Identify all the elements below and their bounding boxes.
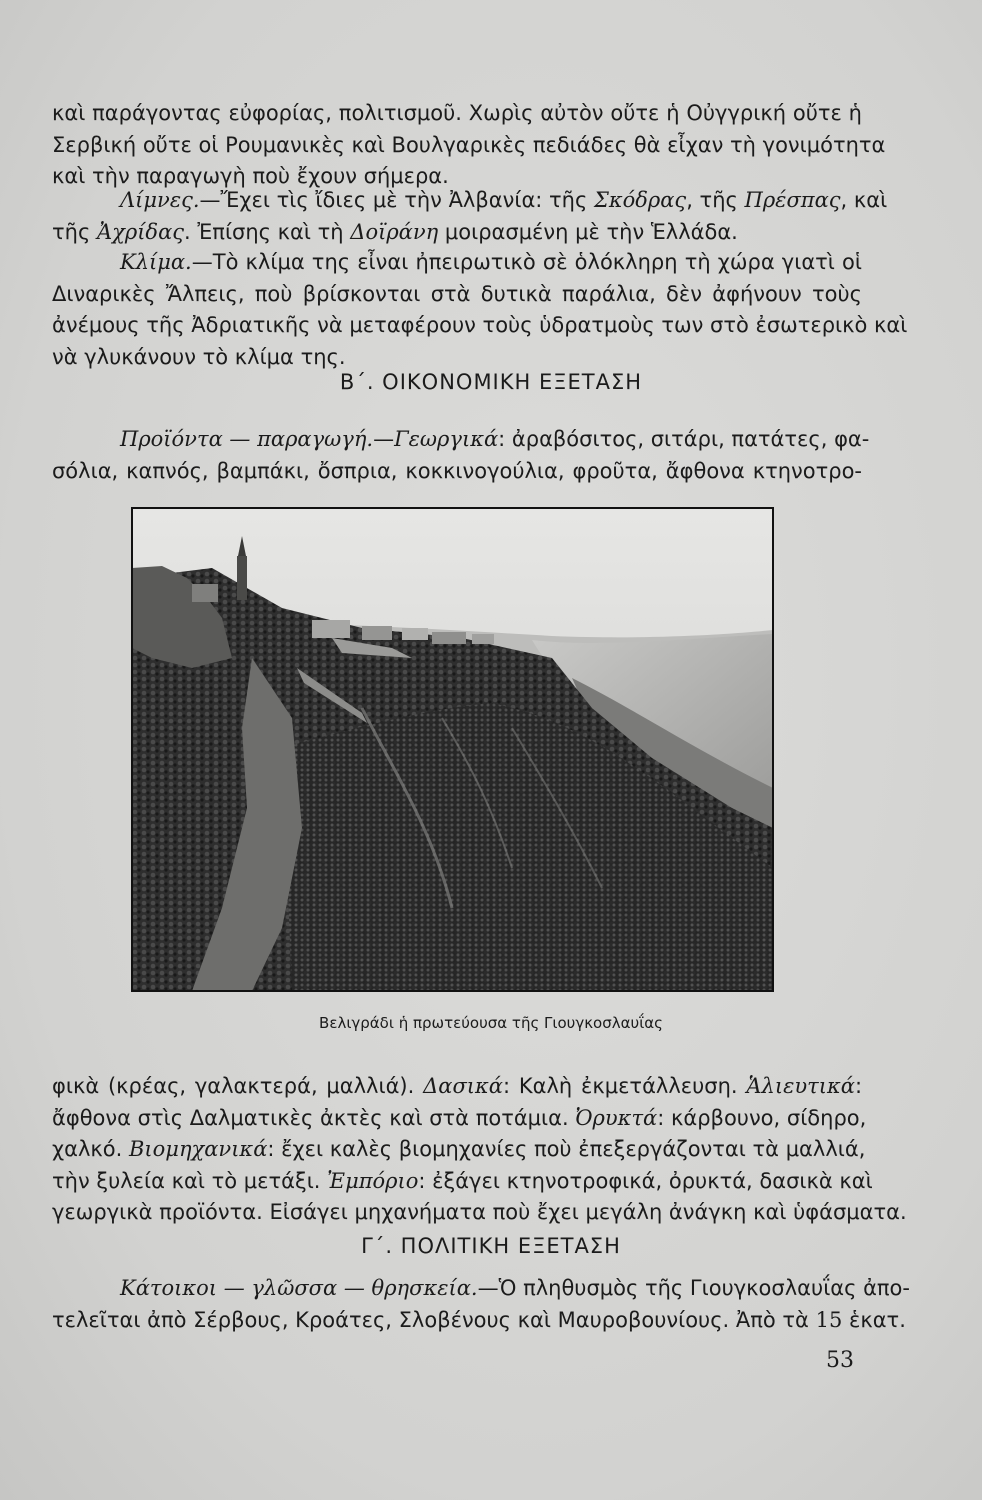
term-inhabitants: Κάτοικοι — γλῶσσα — θρησκεία. — [120, 1276, 478, 1300]
text-line: σόλια, καπνός, βαμπάκι, ὄσπρια, κοκκινογούλια, φροῦτα, ἄφθονα κτηνοτρο- — [52, 458, 862, 483]
text-line: φικὰ (κρέας, γαλακτερά, μαλλιά). Δασικά: Καλὴ ἐκμετάλλευση. Ἁλιευτικά: — [52, 1074, 863, 1098]
photo-belgrade-illustration — [132, 508, 773, 991]
page-number: 53 — [826, 1348, 854, 1373]
paragraph-lakes — [52, 185, 888, 248]
text-line: Λίμνες.—Ἔχει τὶς ἴδιες μὲ τὴν Ἀλβανία: τῆς Σκόδρας, τῆς Πρέσπας, καὶ — [120, 188, 888, 212]
text-line: Σερβική οὔτε οἱ Ρουμανικὲς καὶ Βουλγαρικὲς πεδιάδες θὰ εἶχαν τὴ γονιμότητα — [52, 132, 886, 157]
text-line: γεωργικὰ προϊόντα. Εἰσάγει μηχανήματα ποὺ ἔχει μεγάλη ἀνάγκη καὶ ὑφάσματα. — [52, 1200, 907, 1224]
text-line: Κάτοικοι — γλῶσσα — θρησκεία.—Ὁ πληθυσμὸς τῆς Γιουγκοσλαυΐας ἀπο- — [120, 1276, 910, 1300]
paragraph-products — [52, 424, 870, 487]
paragraph-economy-continued — [52, 1071, 907, 1229]
text-line: καὶ τὴν παραγωγὴ ποὺ ἔχουν σήμερα. — [52, 164, 449, 188]
text-line: Προϊόντα — παραγωγή.—Γεωργικά: ἀραβόσιτος, σιτάρι, πατάτες, φα- — [120, 427, 870, 451]
text-line: Διναρικὲς Ἄλπεις, ποὺ βρίσκονται στὰ δυτικὰ παράλια, δὲν ἀφήνουν τοὺς — [52, 281, 862, 306]
text-line: τὴν ξυλεία καὶ τὸ μετάξι. Ἐμπόριο: ἐξάγει κτηνοτροφικά, ὀρυκτά, δασικὰ καὶ — [52, 1168, 873, 1193]
paragraph-climate — [52, 247, 908, 373]
paragraph-inhabitants — [52, 1273, 910, 1336]
text-line: Κλίμα.—Τὸ κλίμα της εἶναι ἠπειρωτικὸ σὲ ὁλόκληρη τὴ χώρα γιατὶ οἱ — [120, 250, 862, 274]
text-line: ἄφθονα στὶς Δαλματικὲς ἀκτὲς καὶ στὰ ποτάμια. Ὀρυκτά: κάρβουνο, σίδηρο, — [52, 1105, 867, 1130]
text-line: χαλκό. Βιομηχανικά: ἔχει καλὲς βιομηχανίες ποὺ ἐπεξεργάζονται τὰ μαλλιά, — [52, 1137, 866, 1161]
text-line: τελεῖται ἀπὸ Σέρβους, Κροάτες, Σλοβένους καὶ Μαυροβουνίους. Ἀπὸ τὰ 15 ἑκατ. — [52, 1307, 906, 1332]
photo-caption: Βελιγράδι ἡ πρωτεύουσα τῆς Γιουγκοσλαυΐας — [319, 1014, 663, 1032]
text-line: τῆς Ἀχρίδας. Ἐπίσης καὶ τὴ Δοϊράνη μοιρασμένη μὲ τὴν Ἑλλάδα. — [52, 219, 738, 244]
paragraph-danube — [52, 98, 886, 193]
text-line: καὶ παράγοντας εὐφορίας, πολιτισμοῦ. Χωρὶς αὐτὸν οὔτε ἡ Οὐγγρική οὔτε ἡ — [52, 101, 862, 125]
section-heading-political: Γ΄. ΠΟΛΙΤΙΚΗ ΕΞΕΤΑΣΗ — [361, 1234, 621, 1258]
text-line: ἀνέμους τῆς Ἀδριατικῆς νὰ μεταφέρουν τοὺς ὑδρατμοὺς των στὸ ἐσωτερικὸ καὶ — [52, 313, 908, 337]
term-lakes: Λίμνες. — [120, 188, 200, 212]
text-line: νὰ γλυκάνουν τὸ κλίμα της. — [52, 344, 346, 369]
term-climate: Κλίμα. — [120, 250, 192, 274]
term-products: Προϊόντα — παραγωγή. — [120, 427, 374, 451]
photo-belgrade — [131, 507, 774, 992]
section-heading-economic: Β΄. ΟΙΚΟΝΟΜΙΚΗ ΕΞΕΤΑΣΗ — [339, 370, 643, 394]
